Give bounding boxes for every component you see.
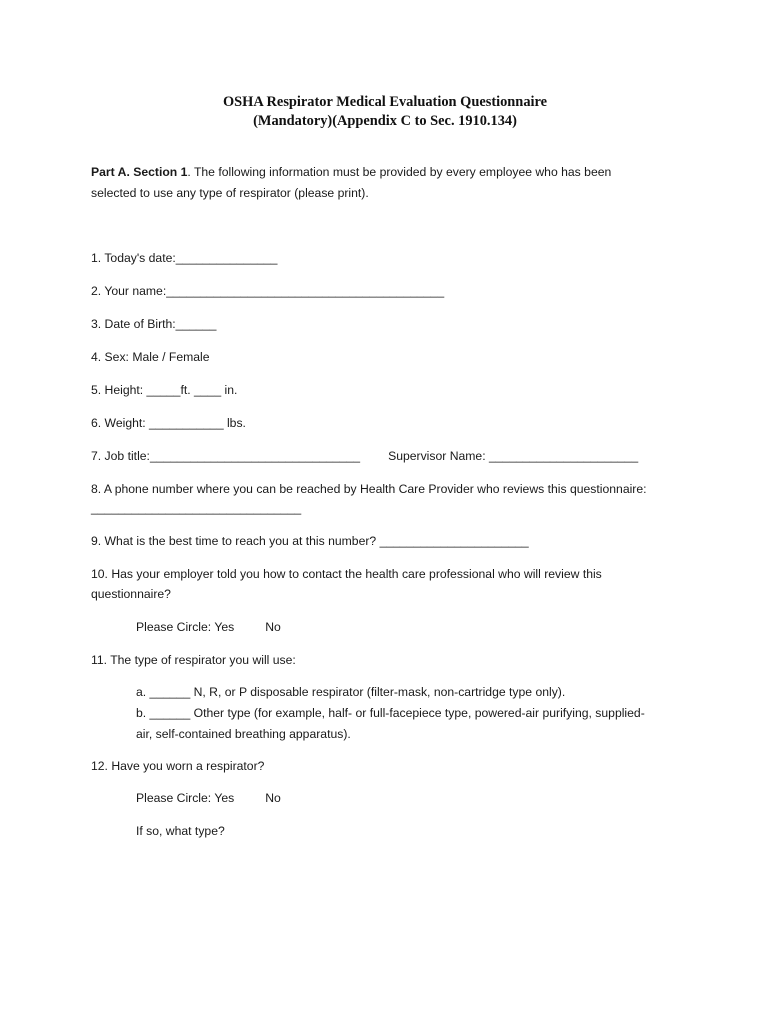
field-phone-label: 8. A phone number where you can be reached by Health Care Provider who reviews this questionnaire:	[91, 482, 647, 496]
field-respirator-type[interactable]: If so, what type?	[136, 824, 225, 838]
circle-yes-option[interactable]: Please Circle: Yes	[136, 620, 235, 634]
field-best-time[interactable]: 9. What is the best time to reach you at this number? ______________________	[91, 534, 529, 548]
field-date-of-birth[interactable]: 3. Date of Birth:______	[91, 317, 217, 331]
option-disposable-respirator[interactable]: a. ______ N, R, or P disposable respirator (filter-mask, non-cartridge type only).	[136, 685, 566, 699]
field-job-title-row	[91, 448, 638, 464]
option-other-type-line-2: air, self-contained breathing apparatus).	[136, 727, 351, 741]
field-job-title[interactable]: 7. Job title:_______________________________	[91, 449, 361, 463]
document-subtitle: (Mandatory)(Appendix C to Sec. 1910.134)	[253, 113, 517, 129]
question-contact-line-2: questionnaire?	[91, 587, 171, 601]
field-your-name[interactable]: 2. Your name:_________________________________________	[91, 284, 445, 298]
intro-line-1	[91, 164, 611, 180]
field-sex[interactable]: 4. Sex: Male / Female	[91, 350, 210, 364]
question-worn-respirator: 12. Have you worn a respirator?	[91, 759, 265, 773]
question-worn-answer	[136, 790, 281, 806]
circle-yes-option[interactable]: Please Circle: Yes	[136, 791, 235, 805]
circle-no-option[interactable]: No	[265, 791, 281, 805]
document-title: OSHA Respirator Medical Evaluation Questionnaire	[222, 94, 548, 110]
circle-no-option[interactable]: No	[265, 620, 281, 634]
field-phone-blank[interactable]: _______________________________	[91, 501, 302, 515]
field-supervisor-name[interactable]: Supervisor Name: ______________________	[388, 449, 639, 463]
field-todays-date[interactable]: 1. Today's date:_______________	[91, 251, 278, 265]
question-respirator-type: 11. The type of respirator you will use:	[91, 653, 296, 667]
option-other-type-line-1[interactable]: b. ______ Other type (for example, half- or full-facepiece type, powered-air purifying, supplied-	[136, 706, 645, 720]
question-contact-line-1: 10. Has your employer told you how to contact the health care professional who will review this	[91, 567, 602, 581]
intro-line-2: selected to use any type of respirator (please print).	[91, 186, 369, 200]
intro-text: . The following information must be provided by every employee who has been	[187, 165, 612, 179]
field-height[interactable]: 5. Height: _____ft. ____ in.	[91, 383, 238, 397]
field-weight[interactable]: 6. Weight: ___________ lbs.	[91, 416, 246, 430]
section-label: Part A. Section 1	[91, 165, 188, 179]
question-contact-answer	[136, 619, 281, 635]
